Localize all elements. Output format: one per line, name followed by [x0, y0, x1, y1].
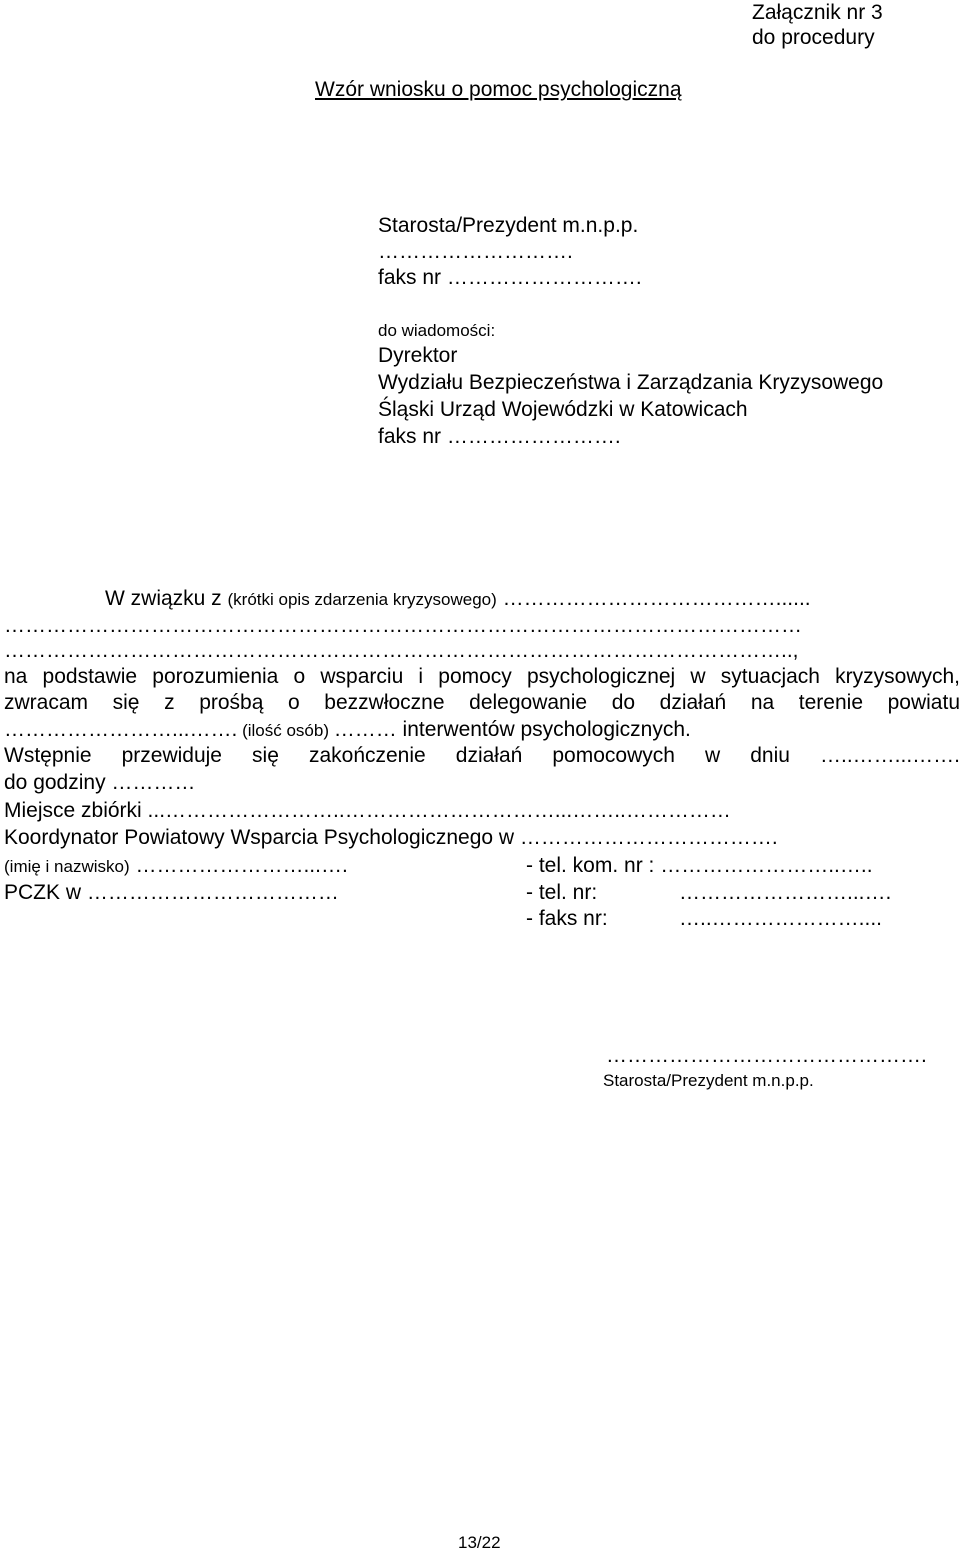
pczk-line: PCZK w ………………………………: [4, 881, 339, 904]
signature-dots: ……………………………………….: [606, 1044, 927, 1067]
cc-label: do wiadomości:: [378, 321, 496, 340]
attachment-label-line1: Załącznik nr 3: [752, 1, 883, 24]
cc-line1: Dyrektor: [378, 344, 458, 367]
body-line5: zwracam się z prośbą o bezzwłoczne delegowanie do działań na terenie powiatu: [4, 691, 960, 714]
body-line1: [105, 586, 811, 612]
fax-label: - faks nr:: [526, 907, 608, 930]
addressee-line1: Starosta/Prezydent m.n.p.p.: [378, 214, 639, 237]
cc-line2: Wydziału Bezpieczeństwa i Zarządzania Kryzysowego: [378, 371, 884, 394]
attachment-label-line2: do procedury: [752, 26, 875, 49]
cc-line3: Śląski Urząd Wojewódzki w Katowicach: [378, 398, 748, 421]
fax-dots: …..…………………....: [679, 907, 883, 930]
tel-label: - tel. nr:: [526, 881, 598, 904]
body-line4: na podstawie porozumienia o wsparciu i pomocy psychologicznej w sytuacjach kryzysowych,: [4, 665, 960, 688]
body-line9: Miejsce zbiórki ...……………………..…………………………...……..……………: [4, 799, 731, 822]
body-line10: Koordynator Powiatowy Wsparcia Psychologicznego w ……………………………….: [4, 826, 778, 849]
page-number: 13/22: [458, 1533, 501, 1552]
addressee-fax: faks nr ……………………….: [378, 266, 642, 289]
tel-kom-line: - tel. kom. nr : ……………………..…..: [526, 854, 873, 877]
addressee-line2: ……………………….: [378, 240, 573, 263]
document-title: Wzór wniosku o pomoc psychologiczną: [315, 78, 682, 101]
body-line3: …………………………………………………………………………………………………..,: [4, 639, 799, 662]
body-line6-hint: (ilość osób): [237, 721, 334, 740]
cc-fax: faks nr …………………….: [378, 425, 621, 448]
name-dots: ……………………...….: [129, 854, 348, 877]
body-line2: ……………………………………………………………………………………………………: [4, 614, 802, 637]
body-line11: [4, 853, 348, 879]
tel-dots: ……………………...….: [679, 881, 892, 904]
body-line6-rest: ……… interwentów psychologicznych.: [333, 718, 691, 741]
body-line7: Wstępnie przewiduje się zakończenie działań pomocowych w dniu …..……...…….: [4, 744, 960, 767]
body-line6-dots: ……………………...…….: [4, 718, 238, 741]
body-line6: [4, 717, 691, 743]
body-line1-dots: …………………………………......: [496, 587, 811, 610]
body-line1-prefix: W związku z: [105, 587, 228, 610]
body-line8: do godziny …………: [4, 771, 196, 794]
signature-label: Starosta/Prezydent m.n.p.p.: [603, 1071, 814, 1090]
name-hint: (imię i nazwisko): [4, 857, 130, 876]
body-line1-hint: (krótki opis zdarzenia kryzysowego): [227, 590, 497, 609]
